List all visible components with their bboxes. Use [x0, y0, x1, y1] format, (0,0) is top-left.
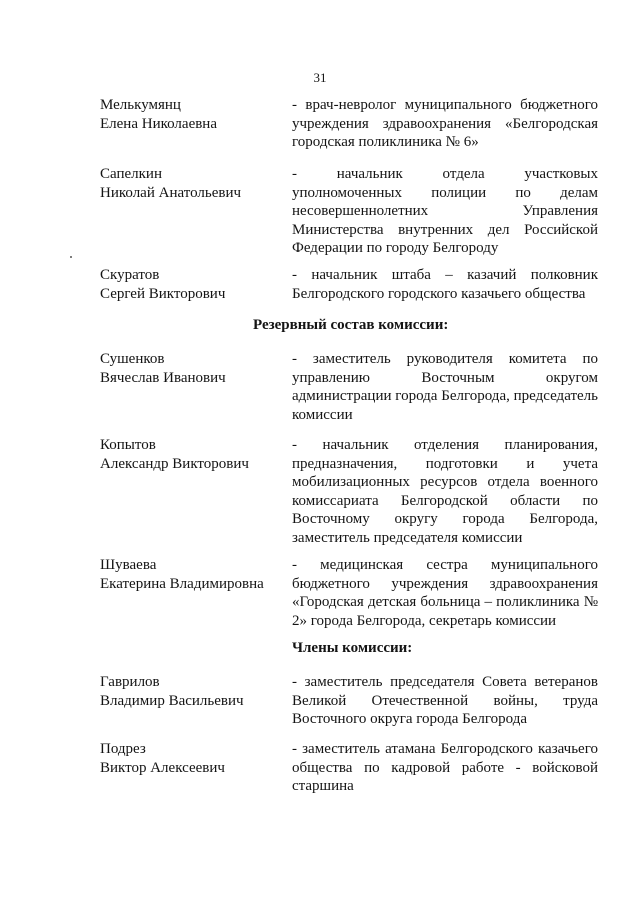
person-name [100, 96, 280, 133]
surname: Сушенков [100, 351, 165, 367]
person-name [100, 556, 280, 593]
given-name: Сергей Викторович [100, 285, 226, 302]
person-role: - начальник отдела участковых уполномоченных полиции по делам несовершеннолетних Управления Министерства внутренних дел Российской Федерации по городу Белгороду [292, 166, 598, 256]
surname: Гаврилов [100, 674, 160, 690]
given-name: Владимир Васильевич [100, 692, 244, 709]
person-name [100, 350, 280, 387]
person-role: - заместитель атамана Белгородского казачьего общества по кадровой работе - войсковой старшина [292, 741, 598, 794]
heading-members: Члены комиссии: [292, 640, 413, 656]
given-name: Екатерина Владимировна [100, 575, 264, 592]
person-name [100, 673, 280, 710]
given-name: Николай Анатольевич [100, 184, 242, 201]
surname: Сапелкин [100, 166, 162, 182]
person-name [100, 740, 280, 777]
given-name: Александр Викторович [100, 455, 249, 472]
page-number: 31 [313, 70, 327, 85]
person-role: - заместитель председателя Совета ветеранов Великой Отечественной войны, труда Восточного округа города Белгорода [292, 674, 598, 727]
person-role: - начальник отделения планирования, предназначения, подготовки и учета мобилизационных ресурсов отдела военного комиссариата Белгородской области по Восточному округу города Белгорода, заместитель председателя комиссии [292, 437, 598, 546]
person-name [100, 266, 280, 303]
surname: Шуваева [100, 557, 157, 573]
person-role: - начальник штаба – казачий полковник Белгородского городского казачьего общества [292, 267, 598, 302]
given-name: Виктор Алексеевич [100, 759, 225, 776]
given-name: Вячеслав Иванович [100, 369, 226, 386]
given-name: Елена Николаевна [100, 115, 217, 132]
surname: Мелькумянц [100, 97, 181, 113]
person-name [100, 436, 280, 473]
person-role: - врач-невролог муниципального бюджетного учреждения здравоохранения «Белгородская городская поликлиника № 6» [292, 97, 598, 150]
scan-speck [70, 256, 72, 258]
person-role: - заместитель руководителя комитета по управлению Восточным округом администрации города Белгорода, председатель комиссии [292, 351, 598, 423]
heading-reserve: Резервный состав комиссии: [253, 317, 449, 333]
surname: Подрез [100, 741, 146, 757]
person-role: - медицинская сестра муниципального бюджетного учреждения здравоохранения «Городская детская больница – поликлиника № 2» города Белгорода, секретарь комиссии [292, 557, 598, 629]
surname: Скуратов [100, 267, 160, 283]
surname: Копытов [100, 437, 156, 453]
person-name [100, 165, 280, 202]
